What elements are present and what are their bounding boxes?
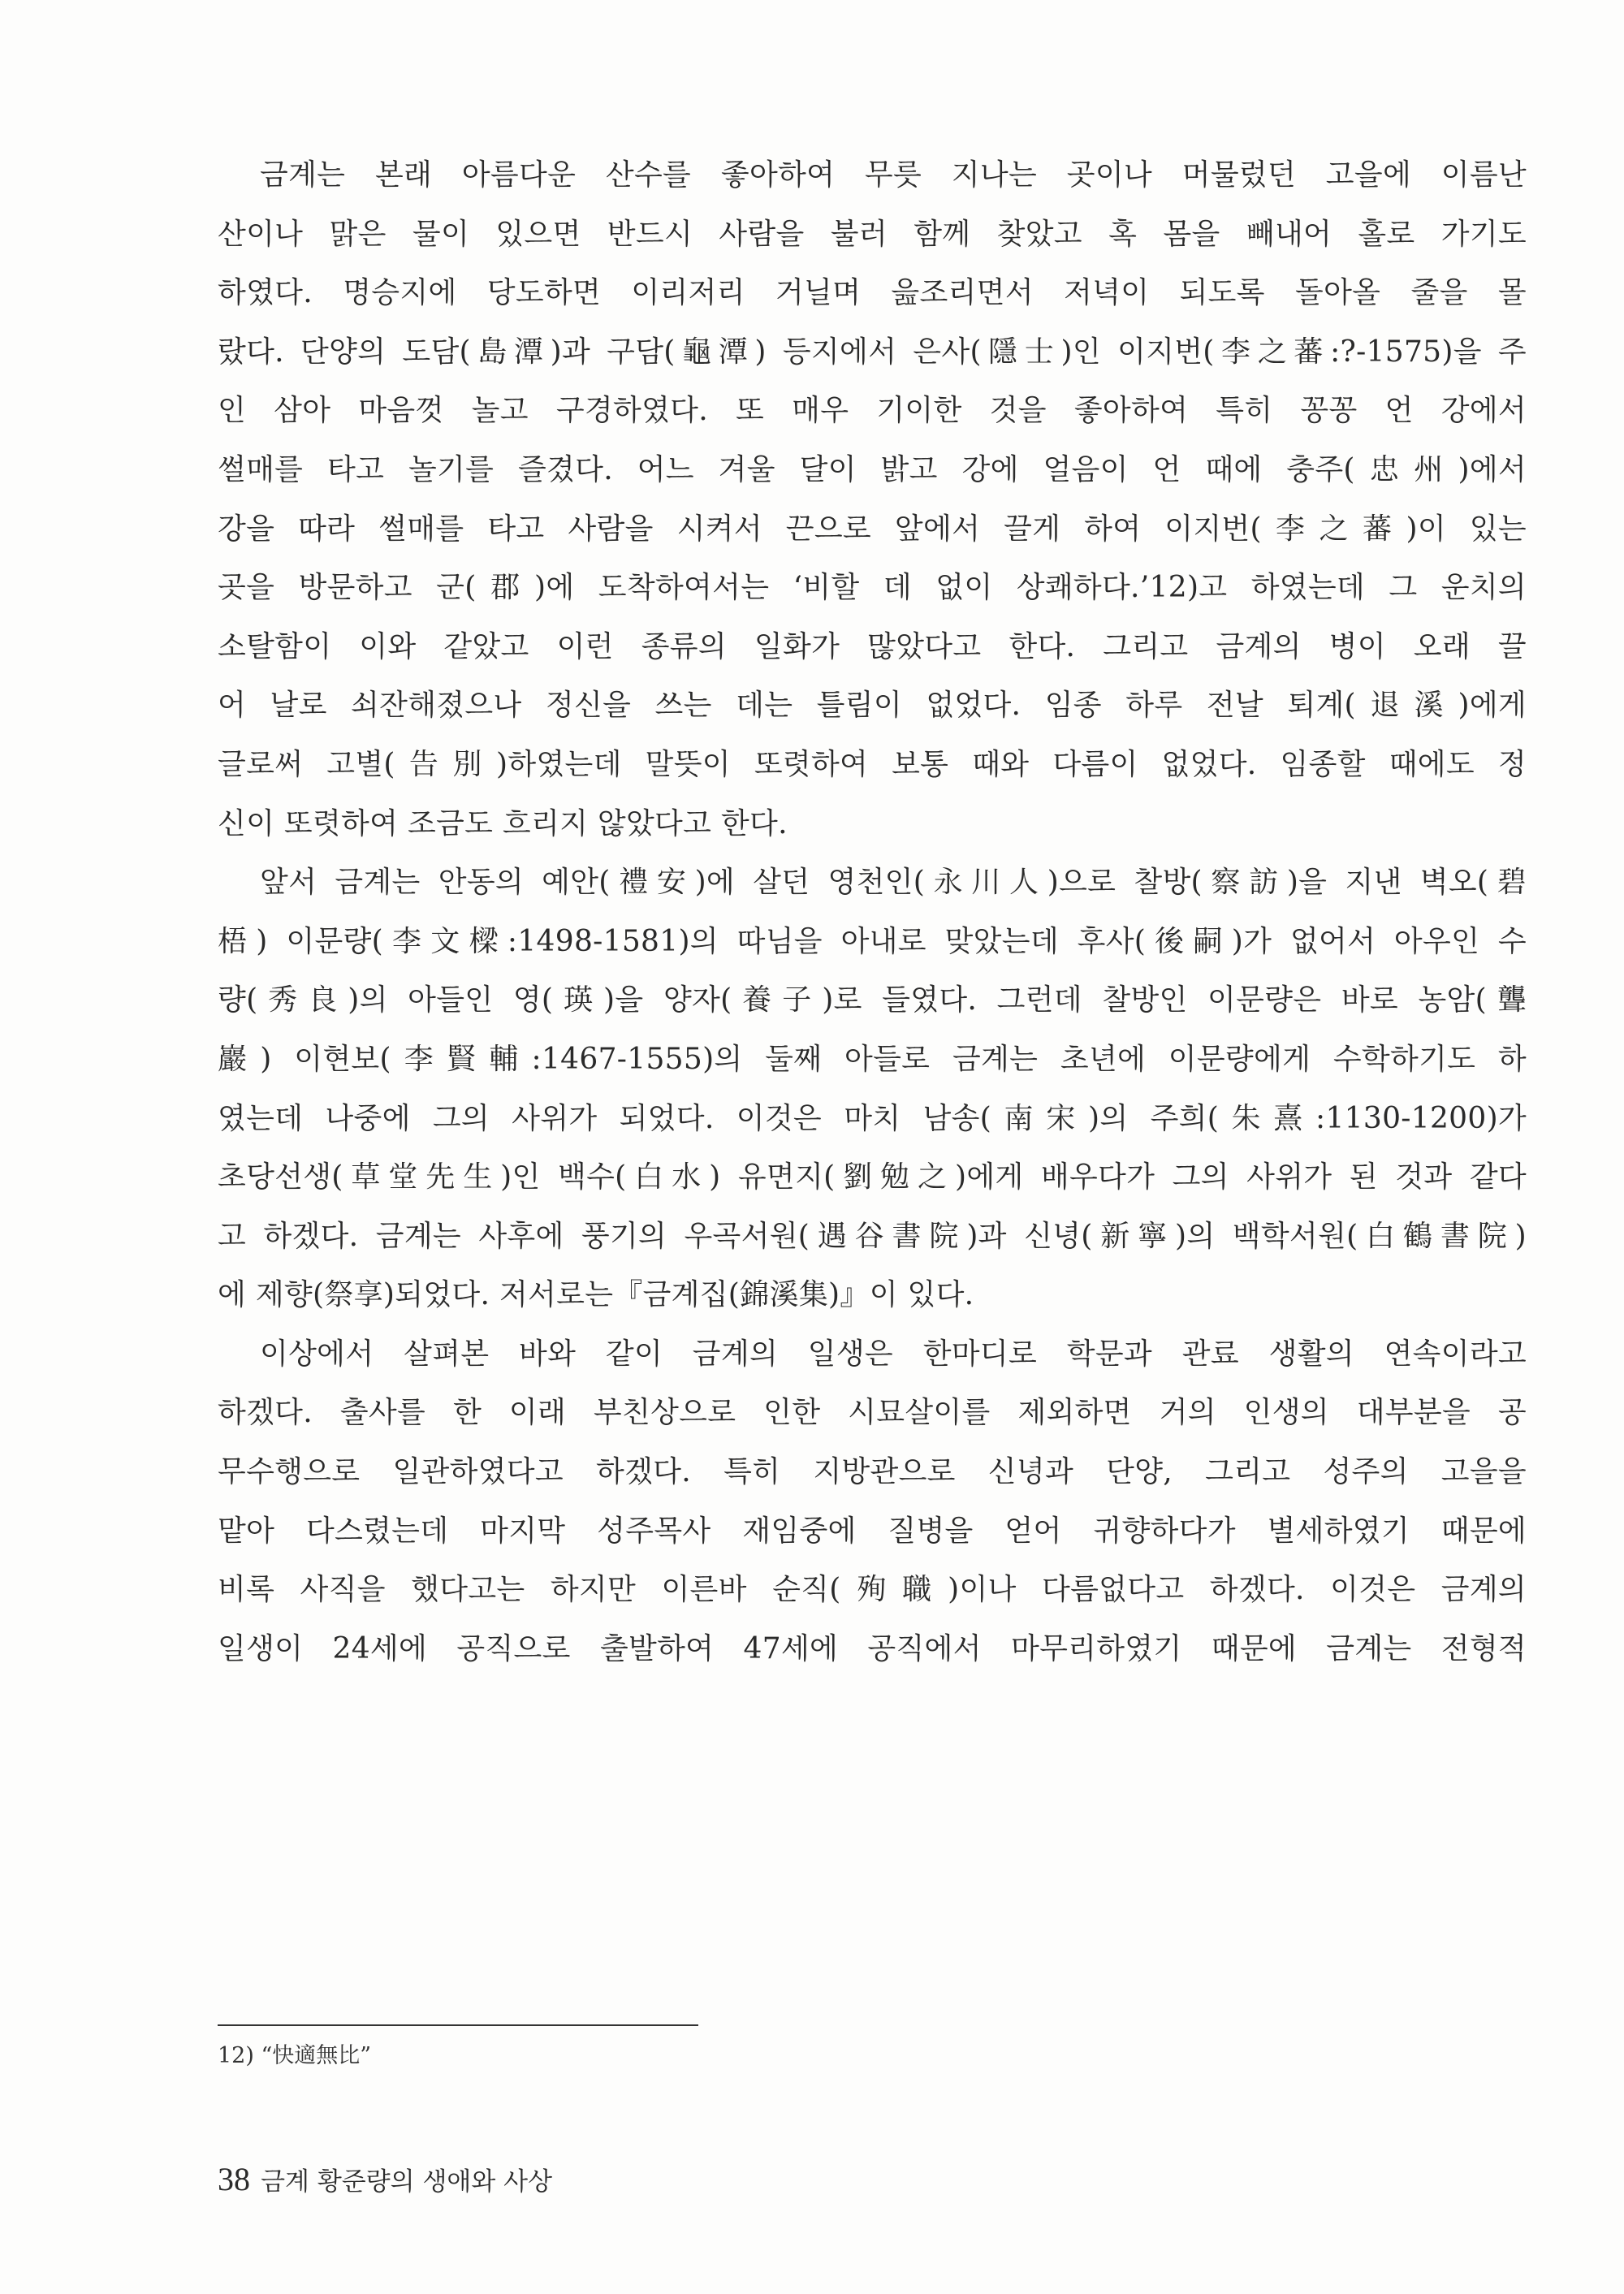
text-line: 량(秀良)의 아들인 영(瑛)을 양자(養子)로 들였다. 그런데 찰방인 이문량은 바로 농암(聾: [218, 983, 1527, 1017]
text-line: 랐다. 단양의 도담(島潭)과 구담(龜潭) 등지에서 은사(隱士)인 이지번(李之蕃:?-1575)을 주: [218, 335, 1527, 369]
text-line: 초당선생(草堂先生)인 백수(白水) 유면지(劉勉之)에게 배우다가 그의 사위가 된 것과 같다: [218, 1160, 1527, 1195]
text-line: 비록 사직을 했다고는 하지만 이른바 순직(殉職)이나 다름없다고 하겠다. 이것은 금계의: [218, 1573, 1527, 1607]
text-line: 신이 또렷하여 조금도 흐리지 않았다고 한다.: [218, 806, 788, 840]
text-line: 에 제향(祭享)되었다. 저서로는『금계집(錦溪集)』이 있다.: [218, 1278, 974, 1312]
page-number: 38: [218, 2161, 250, 2197]
footnote-divider: [218, 2024, 698, 2026]
text-line: 금계는 본래 아름다운 산수를 좋아하여 무릇 지나는 곳이나 머물렀던 고을에 이름난: [260, 158, 1527, 192]
text-line: 산이나 맑은 물이 있으면 반드시 사람을 불러 함께 찾았고 혹 몸을 빼내어 홀로 가기도: [218, 217, 1527, 251]
footnote: 12) “快適無比”: [218, 2043, 372, 2068]
text-line: 곳을 방문하고 군(郡)에 도착하여서는 ‘비할 데 없이 상쾌하다.’12)고 하였는데 그 운치의: [218, 571, 1527, 605]
text-line: 하였다. 명승지에 당도하면 이리저리 거닐며 읊조리면서 저녁이 되도록 돌아올 줄을 몰: [218, 276, 1527, 310]
book-title: 금계 황준량의 생애와 사상: [261, 2167, 553, 2197]
text-line: 하겠다. 출사를 한 이래 부친상으로 인한 시묘살이를 제외하면 거의 인생의 대부분을 공: [218, 1396, 1527, 1430]
body-text: [218, 146, 1527, 1678]
text-line: 고 하겠다. 금계는 사후에 풍기의 우곡서원(遇谷書院)과 신녕(新寧)의 백학서원(白鶴書院): [218, 1219, 1527, 1253]
text-line: 앞서 금계는 안동의 예안(禮安)에 살던 영천인(永川人)으로 찰방(察訪)을 지낸 벽오(碧: [260, 866, 1527, 900]
text-line: 무수행으로 일관하였다고 하겠다. 특히 지방관으로 신녕과 단양, 그리고 성주의 고을을: [218, 1455, 1527, 1489]
text-line: 썰매를 타고 놀기를 즐겼다. 어느 겨울 달이 밝고 강에 얼음이 언 때에 충주(忠州)에서: [218, 452, 1527, 486]
text-line: 일생이 24세에 공직으로 출발하여 47세에 공직에서 마무리하였기 때문에 금계는 전형적: [218, 1631, 1527, 1665]
text-line: 였는데 나중에 그의 사위가 되었다. 이것은 마치 남송(南宋)의 주희(朱熹:1130-1200)가: [218, 1101, 1527, 1135]
text-line: 강을 따라 썰매를 타고 사람을 시켜서 끈으로 앞에서 끌게 하여 이지번(李之蕃)이 있는: [218, 512, 1527, 546]
text-line: 맡아 다스렸는데 마지막 성주목사 재임중에 질병을 얻어 귀향하다가 별세하였기 때문에: [218, 1514, 1527, 1548]
text-line: 글로써 고별(告別)하였는데 말뜻이 또렷하여 보통 때와 다름이 없었다. 임종할 때에도 정: [218, 747, 1527, 781]
text-line: 인 삼아 마음껏 놀고 구경하였다. 또 매우 기이한 것을 좋아하여 특히 꽁꽁 언 강에서: [218, 394, 1527, 428]
running-footer: [218, 2160, 552, 2198]
text-line: 梧) 이문량(李文樑:1498-1581)의 따님을 아내로 맞았는데 후사(後嗣)가 없어서 아우인 수: [218, 924, 1527, 958]
text-line: 소탈함이 이와 같았고 이런 종류의 일화가 많았다고 한다. 그리고 금계의 병이 오래 끌: [218, 629, 1527, 663]
text-line: 어 날로 쇠잔해졌으나 정신을 쓰는 데는 틀림이 없었다. 임종 하루 전날 퇴계(退溪)에게: [218, 689, 1527, 723]
text-line: 이상에서 살펴본 바와 같이 금계의 일생은 한마디로 학문과 관료 생활의 연속이라고: [260, 1337, 1527, 1371]
text-line: 巖) 이현보(李賢輔:1467-1555)의 둘째 아들로 금계는 초년에 이문량에게 수학하기도 하: [218, 1042, 1527, 1076]
